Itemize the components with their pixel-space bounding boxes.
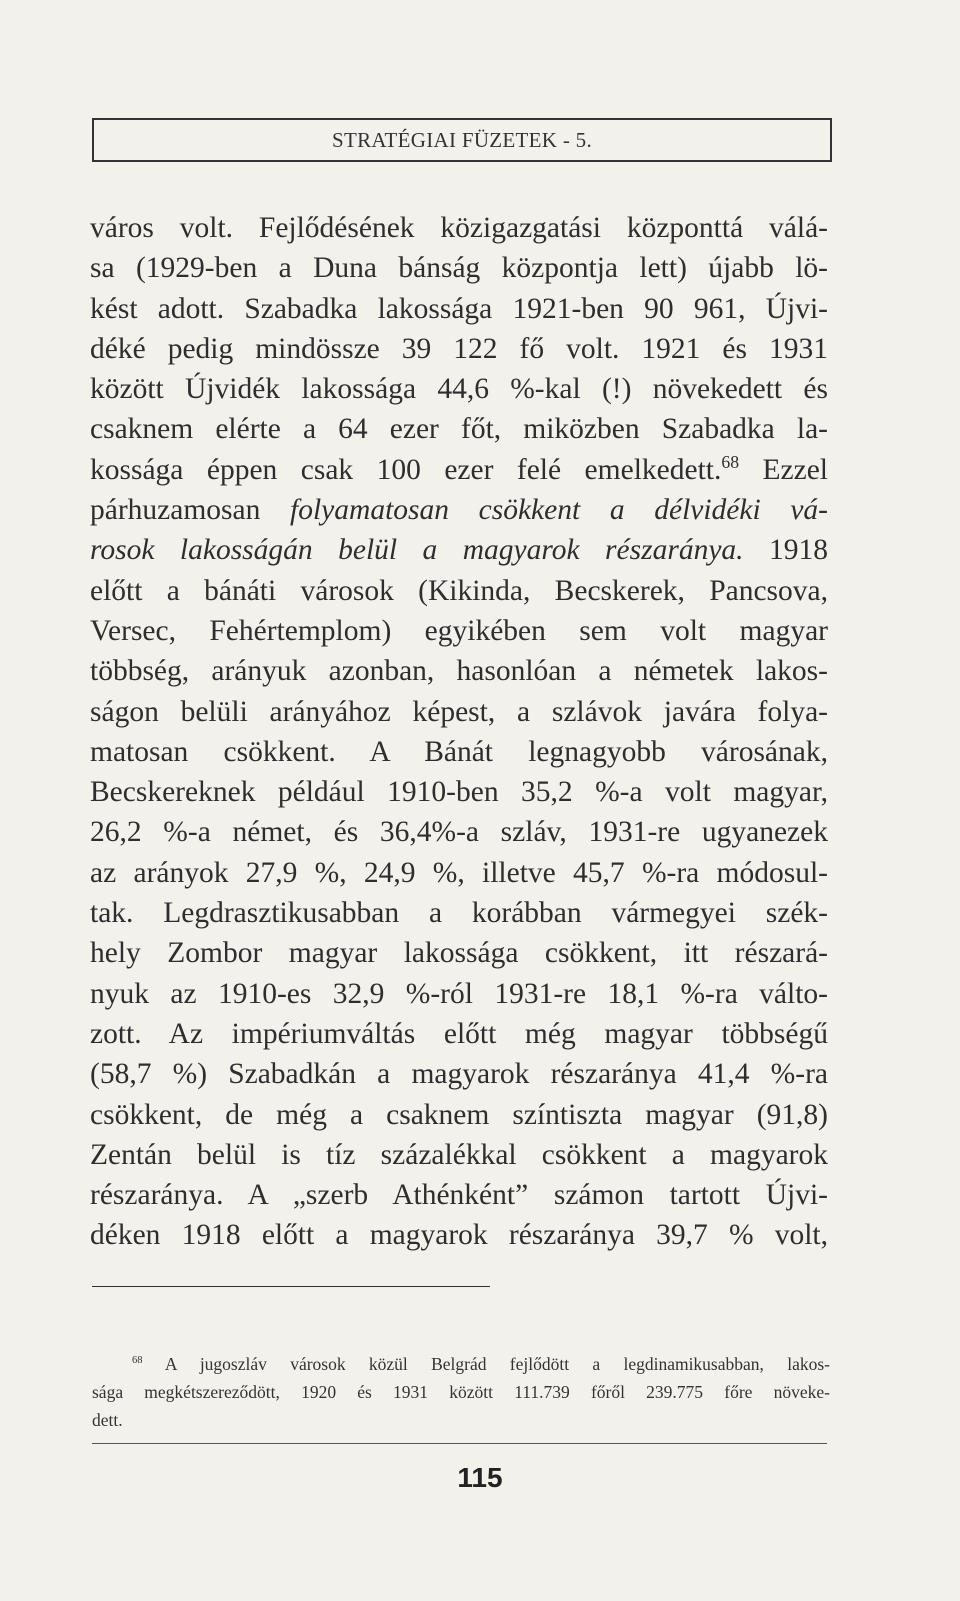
footnote (92, 1350, 830, 1434)
body-line: Zentán belül is tíz százalékkal csökkent a magyarok (90, 1138, 828, 1171)
body-line (90, 530, 828, 570)
body-line: hely Zombor magyar lakossága csökkent, itt részará- (90, 937, 828, 970)
body-line-text: Ezzel (739, 453, 828, 486)
footnote-line (92, 1350, 830, 1378)
body-line: tak. Legdrasztikusabban a korábban vármegyei szék- (90, 897, 828, 930)
body-line (90, 490, 828, 530)
body-line: részaránya. A „szerb Athénként” számon tartott Újvi- (90, 1179, 828, 1212)
running-header-title: STRATÉGIAI FÜZETEK - 5. (331, 127, 593, 152)
body-line: város volt. Fejlődésének közigazgatási központtá válá- (90, 212, 828, 244)
body-line: 26,2 %-a német, és 36,4%-a szláv, 1931-re ugyanezek (90, 816, 828, 849)
body-line-with-footnote-ref (90, 450, 828, 490)
body-line: matosan csökkent. A Bánát legnagyobb városának, (90, 735, 828, 768)
body-text (90, 208, 828, 1256)
body-line: csökkent, de még a csaknem színtiszta magyar (91,8) (90, 1098, 828, 1131)
body-line-text: kossága éppen csak 100 ezer felé emelkedett. (90, 453, 722, 486)
body-line: nyuk az 1910-es 32,9 %-ról 1931-re 18,1 %-ra válto- (90, 977, 828, 1010)
running-header (92, 118, 832, 162)
page-footer-rule (92, 1443, 827, 1444)
body-line: az arányok 27,9 %, 24,9 %, illetve 45,7 %-ra módosul- (90, 856, 828, 889)
body-line: sa (1929-ben a Duna bánság központja lett) újabb lö- (90, 252, 828, 285)
body-line: csaknem elérte a 64 ezer főt, miközben Szabadka la- (90, 413, 828, 446)
body-line: déké pedig mindössze 39 122 fő volt. 1921 és 1931 (90, 332, 828, 365)
body-line: Becskereknek például 1910-ben 35,2 %-a volt magyar, (90, 776, 828, 809)
footnote-line: sága megkétszereződött, 1920 és 1931 között 111.739 főről 239.775 főre növeke- (92, 1382, 830, 1402)
body-line: között Újvidék lakossága 44,6 %-kal (!) növekedett és (90, 373, 828, 406)
body-line: Versec, Fehértemplom) egyikében sem volt magyar (90, 614, 828, 647)
body-line-text: 1918 (743, 534, 828, 567)
body-line: (58,7 %) Szabadkán a magyarok részaránya 41,4 %-ra (90, 1058, 828, 1091)
footnote-reference[interactable]: 68 (721, 451, 740, 472)
emphasis-text: folyamatosan csökkent a délvidéki vá- (290, 494, 829, 527)
footnote-separator (92, 1286, 490, 1287)
body-line: kést adott. Szabadka lakossága 1921-ben 90 961, Újvi- (90, 292, 828, 325)
footnote-line: dett. (92, 1410, 123, 1430)
body-line: déken 1918 előtt a magyarok részaránya 39,7 % volt, (90, 1219, 828, 1252)
body-line: ságon belüli arányához képest, a szlávok javára folya- (90, 695, 828, 728)
footnote-text: A jugoszláv városok közül Belgrád fejlődött a legdinamikusabban, lakos- (164, 1354, 830, 1374)
emphasis-text: rosok lakosságán belül a magyarok részaránya. (90, 534, 744, 567)
body-line: többség, arányuk azonban, hasonlóan a németek lakos- (90, 655, 828, 688)
body-line: előtt a bánáti városok (Kikinda, Becskerek, Pancsova, (90, 574, 828, 607)
footnote-number: 68 (132, 1355, 143, 1367)
page-number: 115 (457, 1462, 503, 1493)
body-line-text: párhuzamosan (90, 494, 291, 527)
body-line: zott. Az impériumváltás előtt még magyar többségű (90, 1017, 828, 1050)
